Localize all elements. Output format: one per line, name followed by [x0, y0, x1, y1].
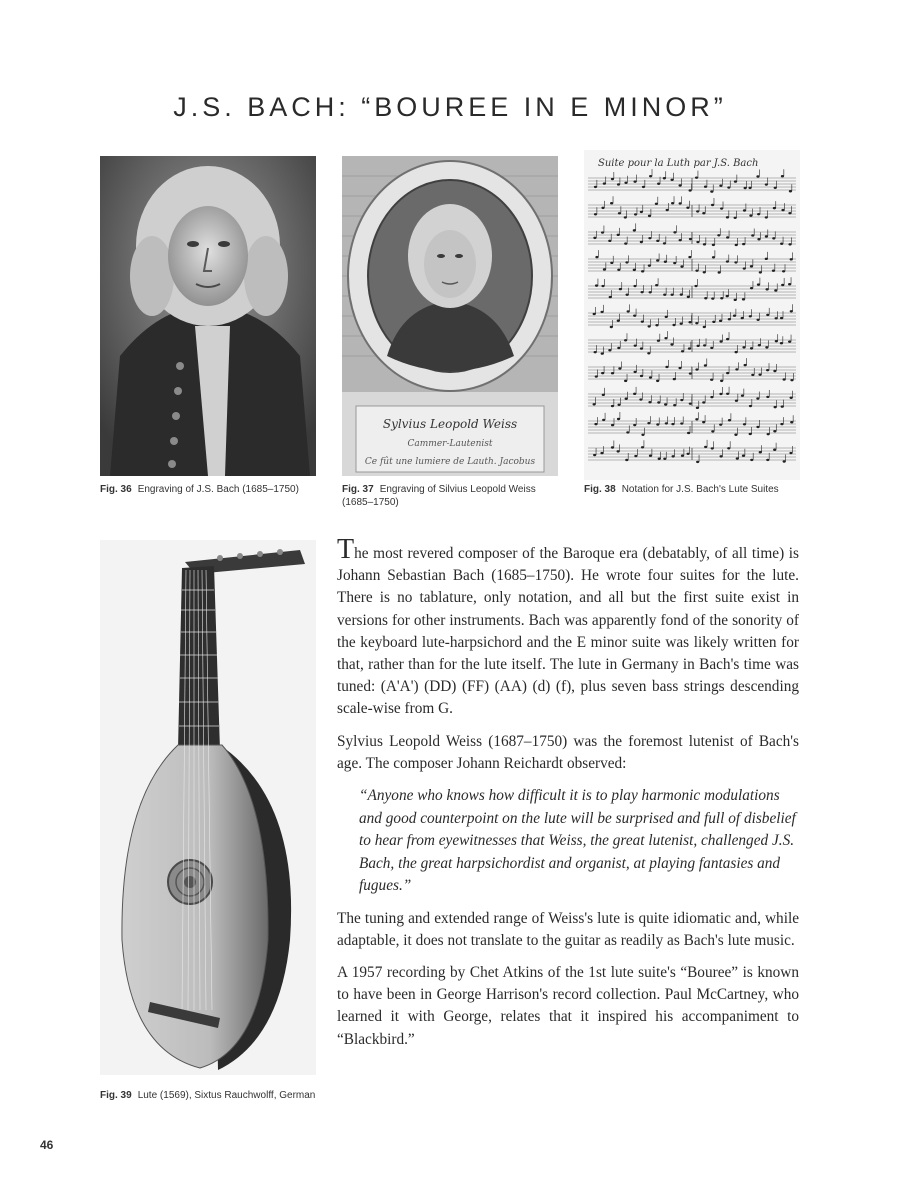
reichardt-quote: “Anyone who knows how difficult it is to play harmonic modulations and good counterpoint on the lute will be surprised and full of disbelief to hear from eyewitnesses that Weiss, the great lutenist, challenged J.S. Bach, the great harpsichordist and organist, at playing fantasies and fugues.”	[359, 787, 796, 895]
weiss-engraving-image	[342, 156, 558, 476]
page-title: J.S. BACH: “BOUREE IN E MINOR”	[173, 92, 727, 122]
weiss-plaque-line1: Sylvius Leopold Weiss	[382, 417, 518, 431]
figure-37-caption	[342, 483, 562, 509]
lute-image	[100, 540, 316, 1075]
figure-36-text: Engraving of J.S. Bach (1685–1750)	[137, 484, 299, 495]
paragraph-1	[337, 534, 799, 721]
paragraph-1-text: he most revered composer of the Baroque era (debatably, of all time) is Johann Sebastian Bach (1685–1750). He wrote four suites for the lute. There is no tablature, only notation, and all but the first suite exist in versions for other instruments. Bach was apparently fond of the sonority of the keyboard lute-harpsichord and the E minor suite was likely written for that, rather than for the lute itself. The lute in Germany in Bach's time was tuned: (A'A') (DD) (FF) (AA) (d) (f), plus seven bass strings descending scale-wise from G.	[337, 545, 799, 718]
paragraph-2: Sylvius Leopold Weiss (1687–1750) was the foremost lutenist of Bach's age. The composer Johann Reichardt observed:	[337, 732, 799, 772]
figure-38-text: Notation for J.S. Bach's Lute Suites	[621, 484, 779, 495]
manuscript-header: Suite pour la Luth par J.S. Bach	[598, 158, 759, 169]
weiss-plaque-line3: Ce fût une lumiere de Lauth. Jacobus	[364, 457, 536, 467]
figure-39-number: Fig. 39	[100, 1090, 132, 1101]
figure-39-text: Lute (1569), Sixtus Rauchwolff, German	[137, 1090, 316, 1101]
weiss-plaque-line2: Cammer-Lautenist	[407, 439, 493, 449]
figure-36-number: Fig. 36	[100, 484, 132, 495]
figure-37-text: Engraving of Silvius Leopold Weiss (1685–1750)	[342, 484, 536, 508]
page-number: 46	[40, 1138, 54, 1152]
paragraph-3: The tuning and extended range of Weiss's lute is quite idiomatic and, while adaptable, it does not translate to the guitar as readily as Bach's lute music.	[337, 909, 799, 949]
manuscript-image	[584, 150, 800, 480]
bach-portrait-image	[100, 156, 316, 476]
figure-36-caption	[100, 483, 330, 496]
figure-38-caption	[584, 483, 814, 496]
figure-38-number: Fig. 38	[584, 484, 616, 495]
paragraph-4: A 1957 recording by Chet Atkins of the 1st lute suite's “Bouree” is known to have been in George Harrison's record collection. Paul McCartney, who learned it with George, relates that it inspired his accompaniment to “Blackbird.”	[337, 963, 799, 1048]
article-body	[337, 534, 799, 1061]
figure-39-caption	[100, 1089, 330, 1102]
drop-cap: T	[337, 534, 355, 565]
figure-37-number: Fig. 37	[342, 484, 374, 495]
